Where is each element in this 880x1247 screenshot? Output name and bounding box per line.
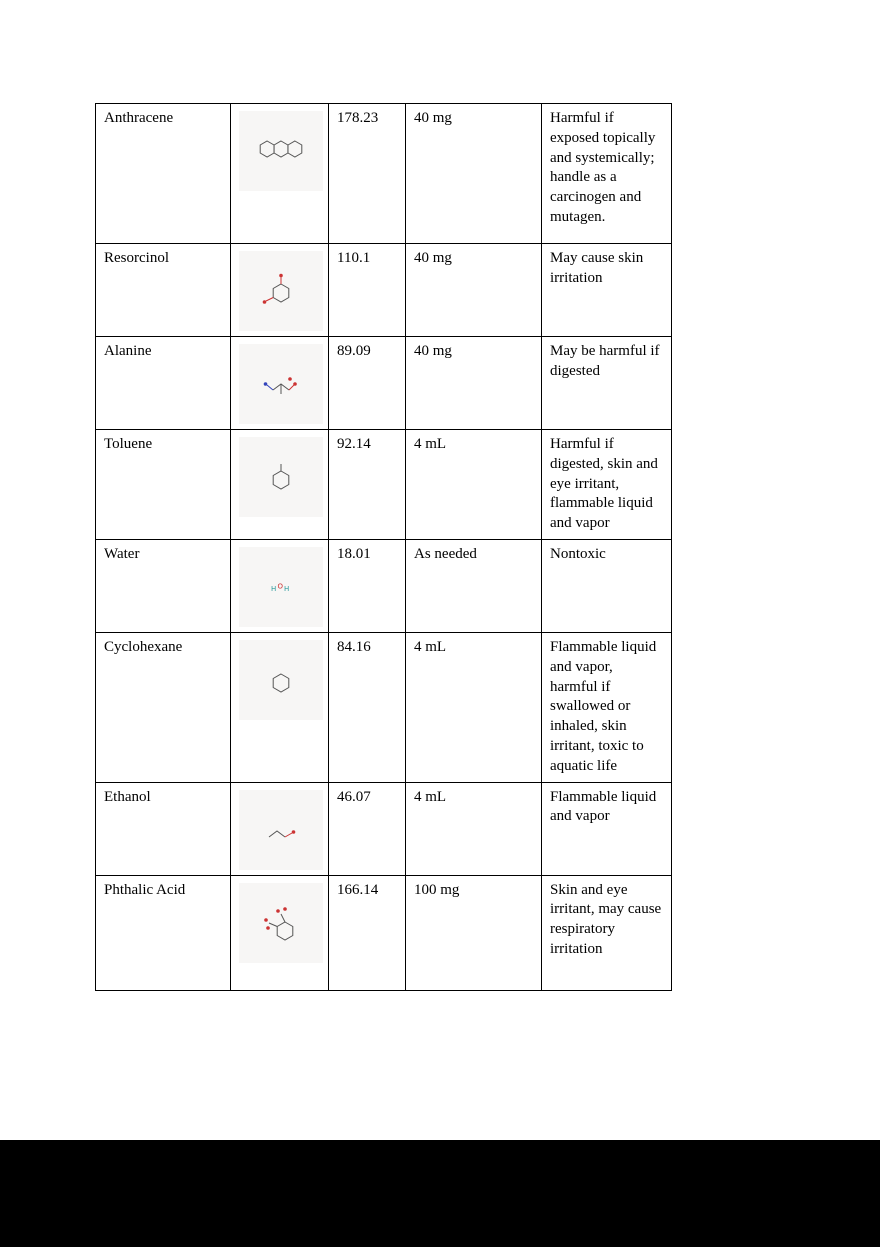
amount: 100 mg bbox=[414, 881, 460, 898]
hazard-description: Skin and eye irritant, may cause respiratory irritation bbox=[550, 881, 662, 957]
amount-cell bbox=[406, 875, 542, 990]
amount: As needed bbox=[414, 545, 477, 562]
amount-cell bbox=[406, 430, 542, 540]
svg-text:O: O bbox=[277, 582, 284, 591]
structure-cell bbox=[231, 782, 329, 875]
table-row bbox=[96, 782, 672, 875]
amount: 40 mg bbox=[414, 343, 452, 359]
molecular-weight-cell bbox=[329, 244, 406, 337]
molecular-weight: 178.23 bbox=[337, 110, 379, 126]
molecular-weight-cell bbox=[329, 430, 406, 540]
water-structure-icon bbox=[239, 547, 323, 627]
hazard-description: Nontoxic bbox=[550, 545, 606, 562]
amount: 4 mL bbox=[414, 788, 447, 805]
amount-cell bbox=[406, 337, 542, 430]
table-row bbox=[96, 875, 672, 990]
hazard-description: May cause skin irritation bbox=[550, 250, 644, 286]
hazard-description-cell bbox=[542, 430, 672, 540]
table-row bbox=[96, 244, 672, 337]
hazard-description: Flammable liquid and vapor, harmful if swallowed or inhaled, skin irritant, toxic to aquatic life bbox=[550, 638, 657, 774]
chemical-name: Phthalic Acid bbox=[104, 881, 186, 898]
chemical-name-cell bbox=[96, 244, 231, 337]
chemical-name-cell bbox=[96, 104, 231, 244]
chemical-name: Water bbox=[104, 545, 140, 562]
chemicals-table bbox=[95, 103, 672, 991]
table-row bbox=[96, 430, 672, 540]
svg-text:H: H bbox=[271, 584, 277, 593]
molecular-weight: 110.1 bbox=[337, 250, 371, 266]
toluene-structure-icon bbox=[239, 437, 323, 517]
alanine-structure-icon bbox=[239, 344, 323, 424]
phthalic-acid-structure-icon bbox=[239, 883, 323, 963]
hazard-description: Flammable liquid and vapor bbox=[550, 788, 657, 825]
chemical-name: Ethanol bbox=[104, 788, 151, 805]
chemical-name-cell bbox=[96, 539, 231, 632]
structure-cell bbox=[231, 875, 329, 990]
chemical-name-cell bbox=[96, 875, 231, 990]
chemical-name-cell bbox=[96, 782, 231, 875]
amount-cell bbox=[406, 632, 542, 782]
table-row bbox=[96, 104, 672, 244]
molecular-weight: 166.14 bbox=[337, 881, 379, 898]
structure-cell bbox=[231, 244, 329, 337]
amount: 4 mL bbox=[414, 638, 447, 655]
molecular-weight: 46.07 bbox=[337, 788, 371, 805]
page-bottom-bar bbox=[0, 1140, 880, 1247]
hazard-description-cell bbox=[542, 782, 672, 875]
amount: 40 mg bbox=[414, 250, 452, 266]
amount-cell bbox=[406, 539, 542, 632]
molecular-weight-cell bbox=[329, 875, 406, 990]
resorcinol-structure-icon bbox=[239, 251, 323, 331]
hazard-description-cell bbox=[542, 875, 672, 990]
amount: 4 mL bbox=[414, 436, 447, 452]
chemical-name: Alanine bbox=[104, 343, 152, 359]
cyclohexane-structure-icon bbox=[239, 640, 323, 720]
anthracene-structure-icon bbox=[239, 111, 323, 191]
molecular-weight: 89.09 bbox=[337, 343, 371, 359]
molecular-weight-cell bbox=[329, 104, 406, 244]
amount-cell bbox=[406, 244, 542, 337]
molecular-weight-cell bbox=[329, 782, 406, 875]
ethanol-structure-icon bbox=[239, 790, 323, 870]
svg-text:H: H bbox=[284, 584, 290, 593]
chemical-name-cell bbox=[96, 632, 231, 782]
chemical-name: Toluene bbox=[104, 436, 153, 452]
structure-cell bbox=[231, 104, 329, 244]
chemical-name: Cyclohexane bbox=[104, 638, 183, 655]
hazard-description: Harmful if digested, skin and eye irritant, flammable liquid and vapor bbox=[550, 436, 658, 532]
molecular-weight-cell bbox=[329, 632, 406, 782]
molecular-weight: 84.16 bbox=[337, 638, 371, 655]
structure-cell bbox=[231, 430, 329, 540]
chemical-name: Anthracene bbox=[104, 110, 174, 126]
chemical-name-cell bbox=[96, 430, 231, 540]
hazard-description-cell bbox=[542, 337, 672, 430]
molecular-weight-cell bbox=[329, 539, 406, 632]
table-row bbox=[96, 632, 672, 782]
hazard-description-cell bbox=[542, 104, 672, 244]
hazard-description-cell bbox=[542, 539, 672, 632]
molecular-weight-cell bbox=[329, 337, 406, 430]
table-row bbox=[96, 539, 672, 632]
table-row bbox=[96, 337, 672, 430]
chemical-name-cell bbox=[96, 337, 231, 430]
amount-cell bbox=[406, 104, 542, 244]
molecular-weight: 92.14 bbox=[337, 436, 371, 452]
amount: 40 mg bbox=[414, 110, 452, 126]
chemical-name: Resorcinol bbox=[104, 250, 169, 266]
hazard-description: May be harmful if digested bbox=[550, 343, 660, 379]
hazard-description-cell bbox=[542, 244, 672, 337]
hazard-description-cell bbox=[542, 632, 672, 782]
chemicals-table-body bbox=[96, 104, 672, 991]
structure-cell bbox=[231, 337, 329, 430]
hazard-description: Harmful if exposed topically and systemically; handle as a carcinogen and mutagen. bbox=[550, 110, 656, 225]
structure-cell bbox=[231, 539, 329, 632]
structure-cell bbox=[231, 632, 329, 782]
molecular-weight: 18.01 bbox=[337, 545, 371, 562]
amount-cell bbox=[406, 782, 542, 875]
